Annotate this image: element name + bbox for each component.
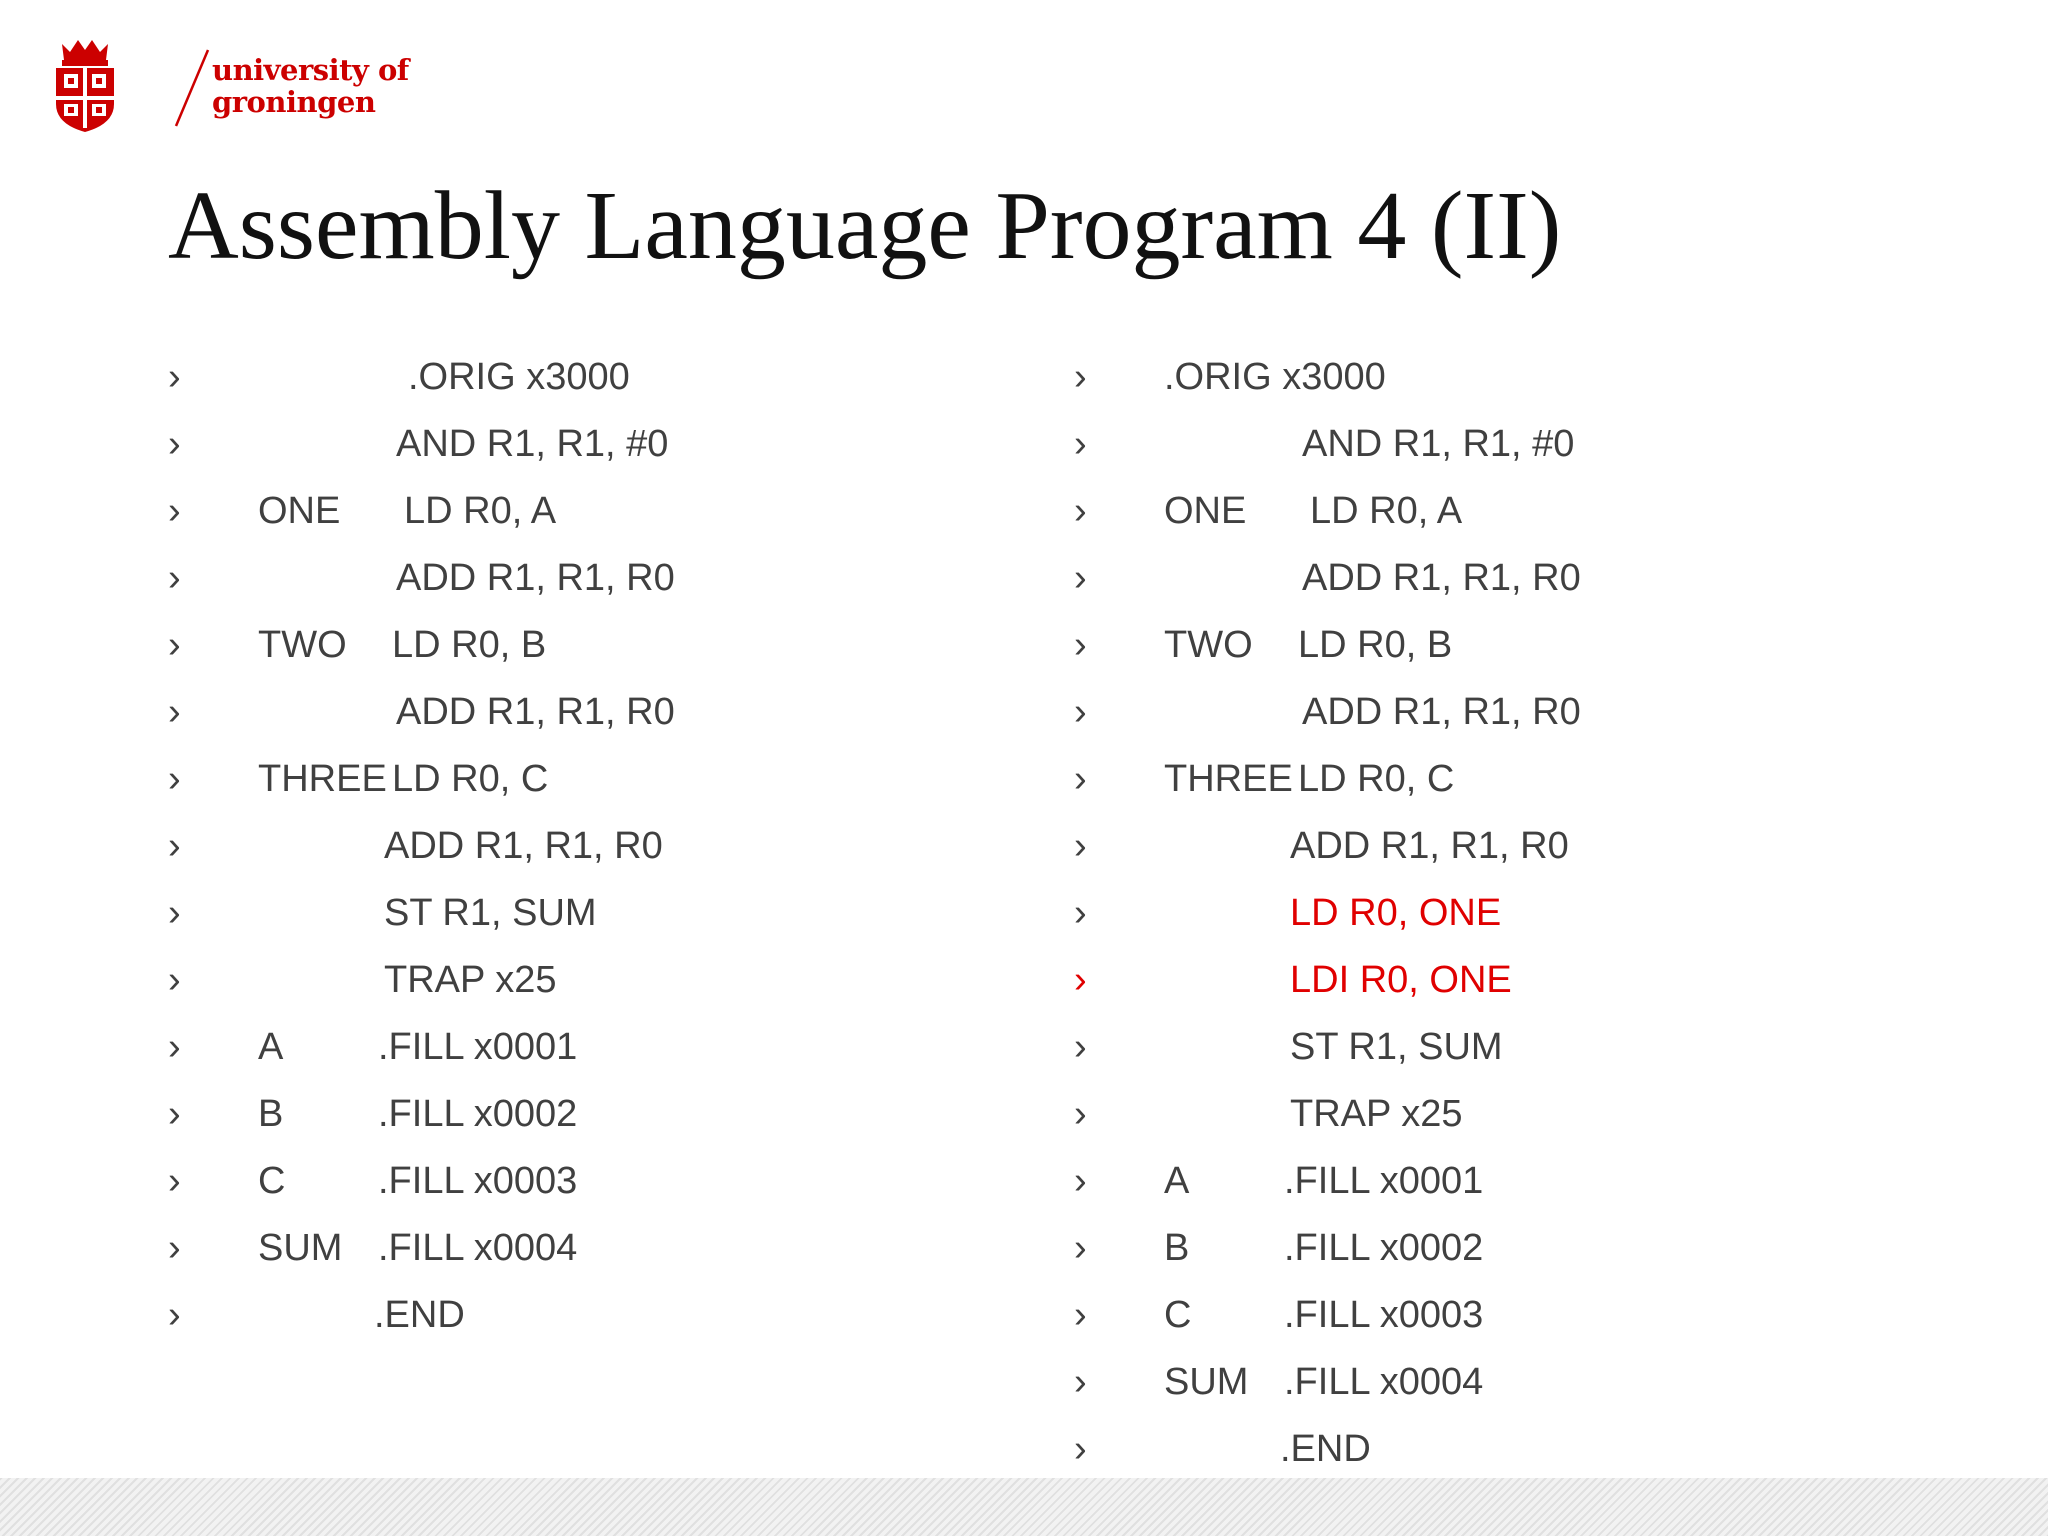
code-label: SUM (258, 1227, 343, 1269)
code-instruction: .FILL x0001 (378, 1026, 578, 1068)
bullet-chevron-icon: › (1074, 1026, 1087, 1068)
code-label: A (258, 1026, 284, 1068)
bullet-chevron-icon: › (168, 1093, 181, 1135)
slide-title: Assembly Language Program 4 (II) (168, 172, 1562, 280)
bullet-chevron-icon: › (1074, 423, 1087, 465)
code-instruction: .END (1280, 1428, 1371, 1470)
code-instruction: ADD R1, R1, R0 (1290, 825, 1569, 867)
bullet-chevron-icon: › (1074, 892, 1087, 934)
bullet-chevron-icon: › (1074, 1227, 1087, 1269)
code-label: B (1164, 1227, 1190, 1269)
code-instruction: .FILL x0003 (378, 1160, 578, 1202)
bullet-chevron-icon: › (168, 557, 181, 599)
bullet-chevron-icon: › (1074, 624, 1087, 666)
code-label: TWO (1164, 624, 1253, 666)
code-instruction: .ORIG x3000 (1164, 356, 1386, 398)
bullet-chevron-icon: › (168, 691, 181, 733)
bullet-chevron-icon: › (1074, 959, 1087, 1001)
bullet-chevron-icon: › (1074, 758, 1087, 800)
code-instruction: ADD R1, R1, R0 (396, 691, 675, 733)
bullet-chevron-icon: › (1074, 557, 1087, 599)
bullet-chevron-icon: › (168, 624, 181, 666)
code-instruction: LD R0, A (404, 490, 557, 532)
wordmark-line-1: university of (212, 53, 409, 87)
code-instruction: .FILL x0002 (378, 1093, 578, 1135)
code-instruction: TRAP x25 (1290, 1093, 1463, 1135)
code-label: C (1164, 1294, 1192, 1336)
bullet-chevron-icon: › (168, 892, 181, 934)
code-instruction: .ORIG x3000 (408, 356, 630, 398)
bullet-chevron-icon: › (168, 959, 181, 1001)
wordmark-line-2: groningen (212, 85, 376, 119)
bullet-chevron-icon: › (1074, 1361, 1087, 1403)
code-instruction: AND R1, R1, #0 (1302, 423, 1575, 465)
bullet-chevron-icon: › (1074, 1160, 1087, 1202)
logo-divider-slash (172, 48, 212, 128)
code-instruction: LD R0, C (392, 758, 549, 800)
code-instruction: ADD R1, R1, R0 (384, 825, 663, 867)
code-instruction: AND R1, R1, #0 (396, 423, 669, 465)
bullet-chevron-icon: › (1074, 356, 1087, 398)
code-instruction: ADD R1, R1, R0 (1302, 557, 1581, 599)
code-label: ONE (1164, 490, 1247, 532)
code-label: A (1164, 1160, 1190, 1202)
bullet-chevron-icon: › (1074, 1093, 1087, 1135)
bullet-chevron-icon: › (168, 1227, 181, 1269)
code-instruction: ADD R1, R1, R0 (396, 557, 675, 599)
footer-hatch-band (0, 1478, 2048, 1536)
code-instruction: .FILL x0002 (1284, 1227, 1484, 1269)
code-instruction: LD R0, C (1298, 758, 1455, 800)
code-instruction: .END (374, 1294, 465, 1336)
bullet-chevron-icon: › (168, 1160, 181, 1202)
code-instruction: ST R1, SUM (384, 892, 597, 934)
university-logo (52, 38, 432, 148)
code-instruction: LD R0, B (392, 624, 547, 666)
bullet-chevron-icon: › (1074, 1428, 1087, 1470)
university-wordmark (212, 54, 409, 118)
bullet-chevron-icon: › (1074, 691, 1087, 733)
bullet-chevron-icon: › (168, 1026, 181, 1068)
code-instruction: .FILL x0004 (378, 1227, 578, 1269)
bullet-chevron-icon: › (168, 758, 181, 800)
code-instruction: ADD R1, R1, R0 (1302, 691, 1581, 733)
code-instruction: LDI R0, ONE (1290, 959, 1512, 1001)
code-instruction: .FILL x0004 (1284, 1361, 1484, 1403)
code-instruction: ST R1, SUM (1290, 1026, 1503, 1068)
code-label: B (258, 1093, 284, 1135)
bullet-chevron-icon: › (168, 825, 181, 867)
code-instruction: LD R0, A (1310, 490, 1463, 532)
bullet-chevron-icon: › (1074, 490, 1087, 532)
bullet-chevron-icon: › (168, 490, 181, 532)
code-instruction: LD R0, B (1298, 624, 1453, 666)
code-label: TWO (258, 624, 347, 666)
code-label: SUM (1164, 1361, 1249, 1403)
code-label: ONE (258, 490, 341, 532)
code-label: THREE (258, 758, 387, 800)
bullet-chevron-icon: › (1074, 825, 1087, 867)
code-instruction: LD R0, ONE (1290, 892, 1502, 934)
code-instruction: .FILL x0001 (1284, 1160, 1484, 1202)
code-instruction: TRAP x25 (384, 959, 557, 1001)
code-label: C (258, 1160, 286, 1202)
bullet-chevron-icon: › (168, 1294, 181, 1336)
code-label: THREE (1164, 758, 1293, 800)
university-crest-icon (52, 38, 118, 134)
bullet-chevron-icon: › (168, 356, 181, 398)
code-instruction: .FILL x0003 (1284, 1294, 1484, 1336)
bullet-chevron-icon: › (168, 423, 181, 465)
bullet-chevron-icon: › (1074, 1294, 1087, 1336)
